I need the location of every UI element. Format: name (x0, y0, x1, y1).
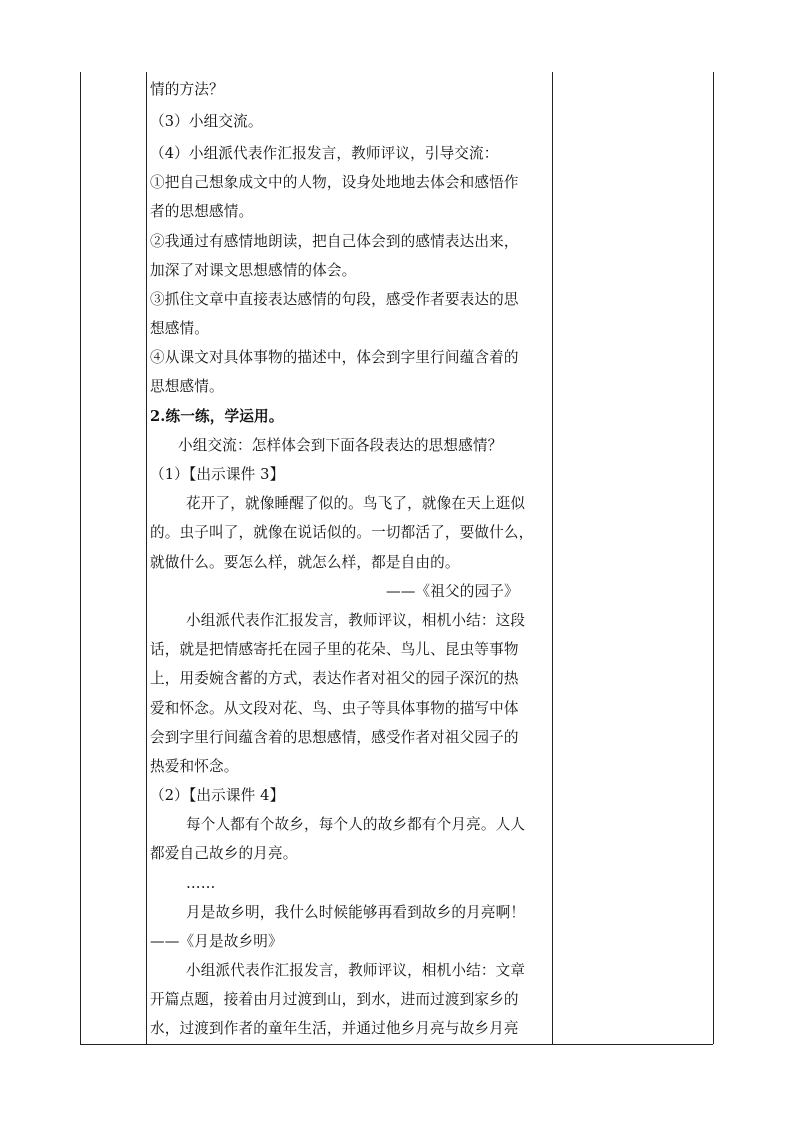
content-line: 上，用委婉含蓄的方式，表达作者对祖父的园子深沉的热 (150, 670, 519, 687)
quote-source: ——《祖父的园子》 (386, 583, 519, 600)
quote-line: 都爱自己故乡的月亮。 (150, 845, 298, 862)
table-right-border (713, 72, 714, 1044)
quote-line: 的。虫子叫了，就像在说话似的。一切都活了，要做什么， (150, 524, 534, 541)
content-line: （1）【出示课件 3】 (150, 466, 285, 483)
content-line: 小组派代表作汇报发言，教师评议，相机小结：这段 (186, 612, 526, 629)
quote-line: 每个人都有个故乡，每个人的故乡都有个月亮。人人 (186, 816, 526, 833)
quote-line: 月是故乡明，我什么时候能够再看到故乡的月亮啊！ (186, 904, 526, 921)
content-line: 热爱和怀念。 (150, 758, 239, 775)
content-line: 想感情。 (150, 320, 209, 337)
content-line: 爱和怀念。从文段对花、鸟、虫子等具体事物的描写中体 (150, 700, 519, 717)
table-column-divider-1 (146, 72, 147, 1044)
section-heading: 2.练一练，学运用。 (150, 408, 284, 425)
content-line: （3）小组交流。 (150, 113, 263, 130)
content-line: 话，就是把情感寄托在园子里的花朵、鸟儿、昆虫等事物 (150, 641, 519, 658)
quote-line: 就做什么。要怎么样，就怎么样，都是自由的。 (150, 554, 460, 571)
content-line: 小组派代表作汇报发言，教师评议，相机小结：文章 (186, 962, 526, 979)
content-line: 开篇点题，接着由月过渡到山，到水，进而过渡到家乡的 (150, 991, 519, 1008)
lesson-content-cell (148, 72, 552, 1044)
content-line: 情的方法？ (150, 81, 224, 98)
content-line: 者的思想感情。 (150, 203, 254, 220)
content-line: 小组交流：怎样体会到下面各段表达的思想感情？ (178, 437, 503, 454)
table-column-divider-2 (552, 72, 553, 1044)
content-line: （4）小组派代表作汇报发言，教师评议，引导交流： (150, 145, 499, 162)
quote-ellipsis: …… (186, 875, 216, 892)
content-line: 会到字里行间蕴含着的思想感情，感受作者对祖父园子的 (150, 729, 519, 746)
table-left-border (80, 72, 81, 1044)
content-line: 水，过渡到作者的童年生活，并通过他乡月亮与故乡月亮 (150, 1020, 519, 1037)
content-line: ①把自己想象成文中的人物，设身处地地去体会和感悟作 (150, 174, 519, 191)
content-line: （2）【出示课件 4】 (150, 787, 285, 804)
table-bottom-border (80, 1044, 713, 1045)
content-line: ③抓住文章中直接表达感情的句段，感受作者要表达的思 (150, 291, 519, 308)
content-line: ④从课文对具体事物的描述中，体会到字里行间蕴含着的 (150, 349, 519, 366)
content-line: ②我通过有感情地朗读，把自己体会到的感情表达出来， (150, 233, 519, 250)
quote-source: ——《月是故乡明》 (150, 933, 283, 950)
content-line: 加深了对课文思想感情的体会。 (150, 262, 357, 279)
quote-line: 花开了，就像睡醒了似的。鸟飞了，就像在天上逛似 (186, 495, 526, 512)
content-line: 思想感情。 (150, 378, 224, 395)
